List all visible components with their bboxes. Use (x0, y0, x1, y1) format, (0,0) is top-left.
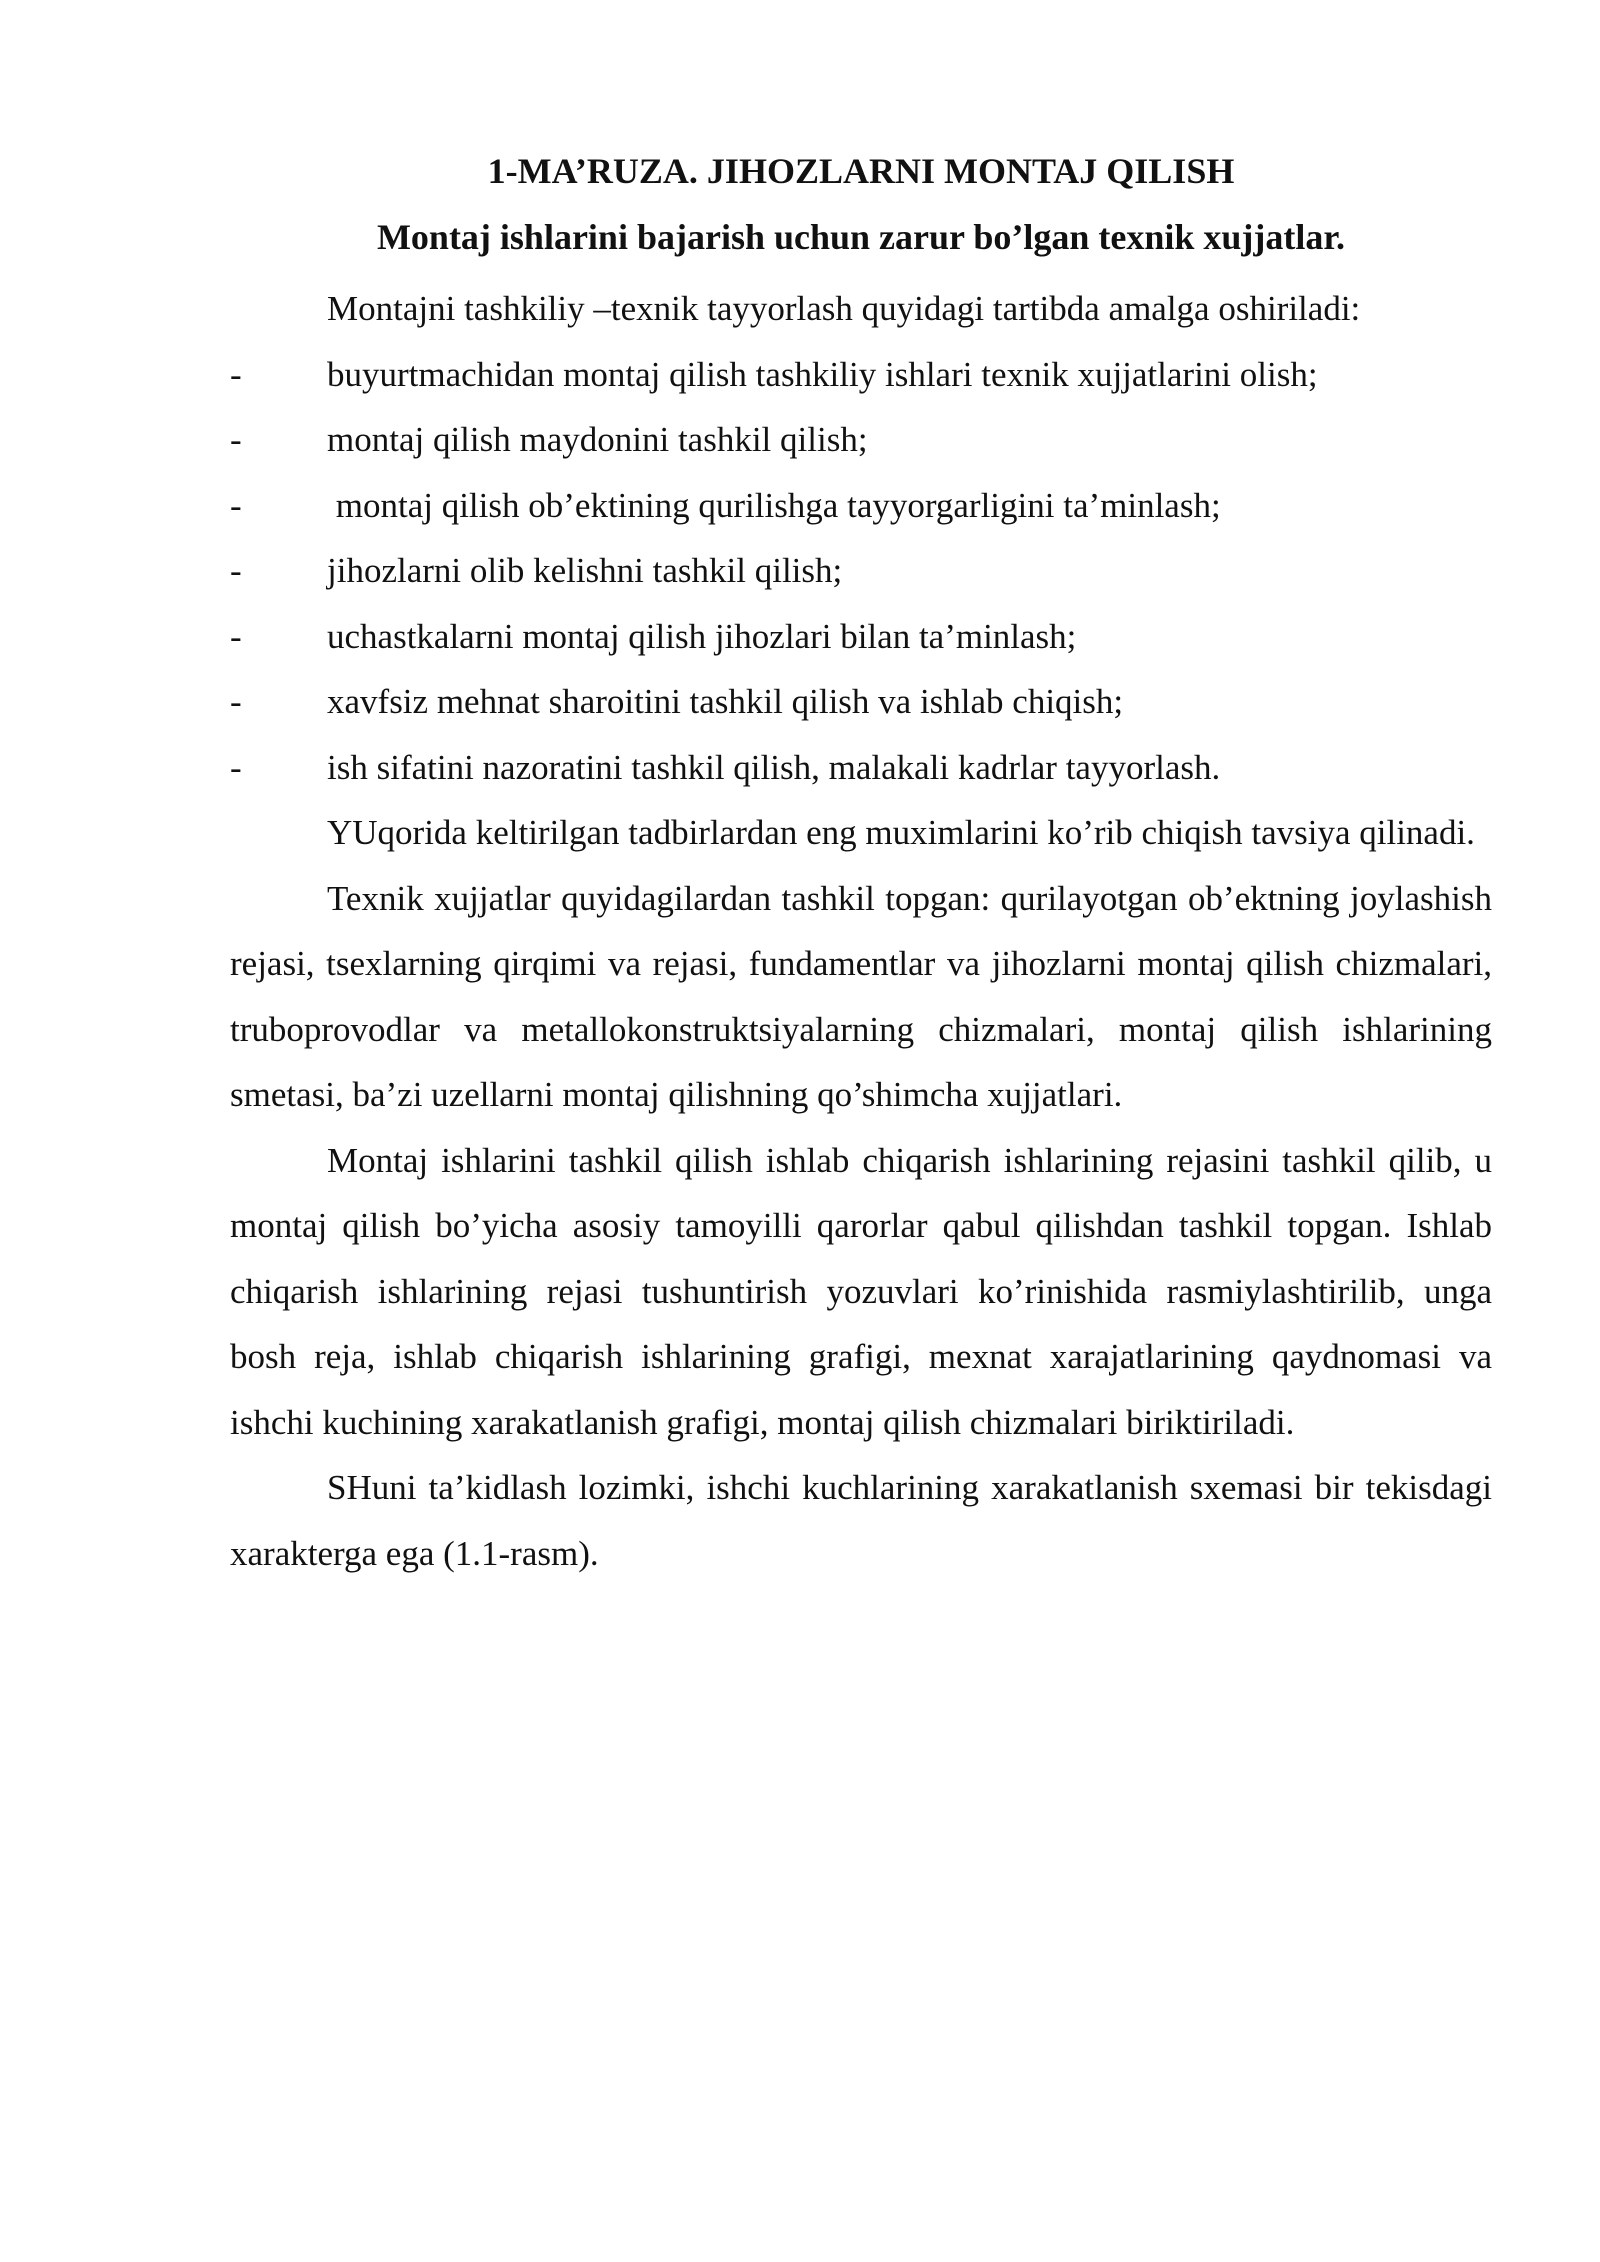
document-page (230, 148, 1492, 1586)
list-item-text: ish sifatini nazoratini tashkil qilish, malakali kadrlar tayyorlash. (327, 747, 1221, 787)
list-item (230, 604, 1492, 670)
list-item-text: buyurtmachidan montaj qilish tashkiliy ishlari texnik xujjatlarini olish; (327, 354, 1318, 394)
list-marker: - (230, 420, 242, 459)
list-item (230, 669, 1492, 735)
body-paragraph: YUqorida keltirilgan tadbirlardan eng muximlarini ko’rib chiqish tavsiya qilinadi. (327, 813, 1475, 852)
list-item-text: montaj qilish ob’ektining qurilishga tayyorgarligini ta’minlash; (327, 485, 1221, 525)
list-marker: - (230, 747, 242, 787)
list-marker: - (230, 551, 242, 590)
list-item-text: jihozlarni olib kelishni tashkil qilish; (327, 551, 843, 590)
page-title: 1-MA’RUZA. JIHOZLARNI MONTAJ QILISH (487, 151, 1235, 191)
task-list (230, 342, 1492, 801)
list-item-text: xavfsiz mehnat sharoitini tashkil qilish va ishlab chiqish; (327, 682, 1124, 721)
section-subtitle: Montaj ishlarini bajarish uchun zarur bo’lgan texnik xujjatlar. (376, 217, 1346, 257)
list-item-text: montaj qilish maydonini tashkil qilish; (327, 420, 868, 459)
list-item (230, 342, 1492, 408)
list-item (230, 407, 1492, 473)
list-item (230, 735, 1492, 801)
body-paragraph: SHuni ta’kidlash lozimki, ishchi kuchlarining xarakatlanish sxemasi bir tekisdagi xarakterga ega (1.1-rasm). (230, 1468, 1492, 1573)
list-item (230, 538, 1492, 604)
list-item (230, 473, 1492, 539)
body-paragraph: Texnik xujjatlar quyidagilardan tashkil topgan: qurilayotgan ob’ektning joylashish rejasi, tsexlarning qirqimi va rejasi, fundamentlar va jihozlarni montaj qilish chizmalari, truboprovodlar va metallokonstruktsiyalarning chizmalari, montaj qilish ishlarining smetasi, ba’zi uzellarni montaj qilishning qo’shimcha xujjatlari. (230, 878, 1492, 1114)
list-marker: - (230, 682, 242, 721)
body-paragraph: Montaj ishlarini tashkil qilish ishlab chiqarish ishlarining rejasini tashkil qilib, u montaj qilish bo’yicha asosiy tamoyilli qarorlar qabul qilishdan tashkil topgan. Ishlab chiqarish ishlarining rejasi tushuntirish yozuvlari ko’rinishida rasmiylashtirilib, unga bosh reja, ishlab chiqarish ishlarining grafigi, mexnat xarajatlarining qaydnomasi va ishchi kuchining xarakatlanish grafigi, montaj qilish chizmalari biriktiriladi. (230, 1140, 1492, 1442)
intro-paragraph: Montajni tashkiliy –texnik tayyorlash quyidagi tartibda amalga oshiriladi: (327, 289, 1361, 328)
list-marker: - (230, 616, 242, 656)
list-marker: - (230, 485, 242, 525)
list-item-text: uchastkalarni montaj qilish jihozlari bilan ta’minlash; (327, 616, 1077, 656)
list-marker: - (230, 354, 242, 394)
